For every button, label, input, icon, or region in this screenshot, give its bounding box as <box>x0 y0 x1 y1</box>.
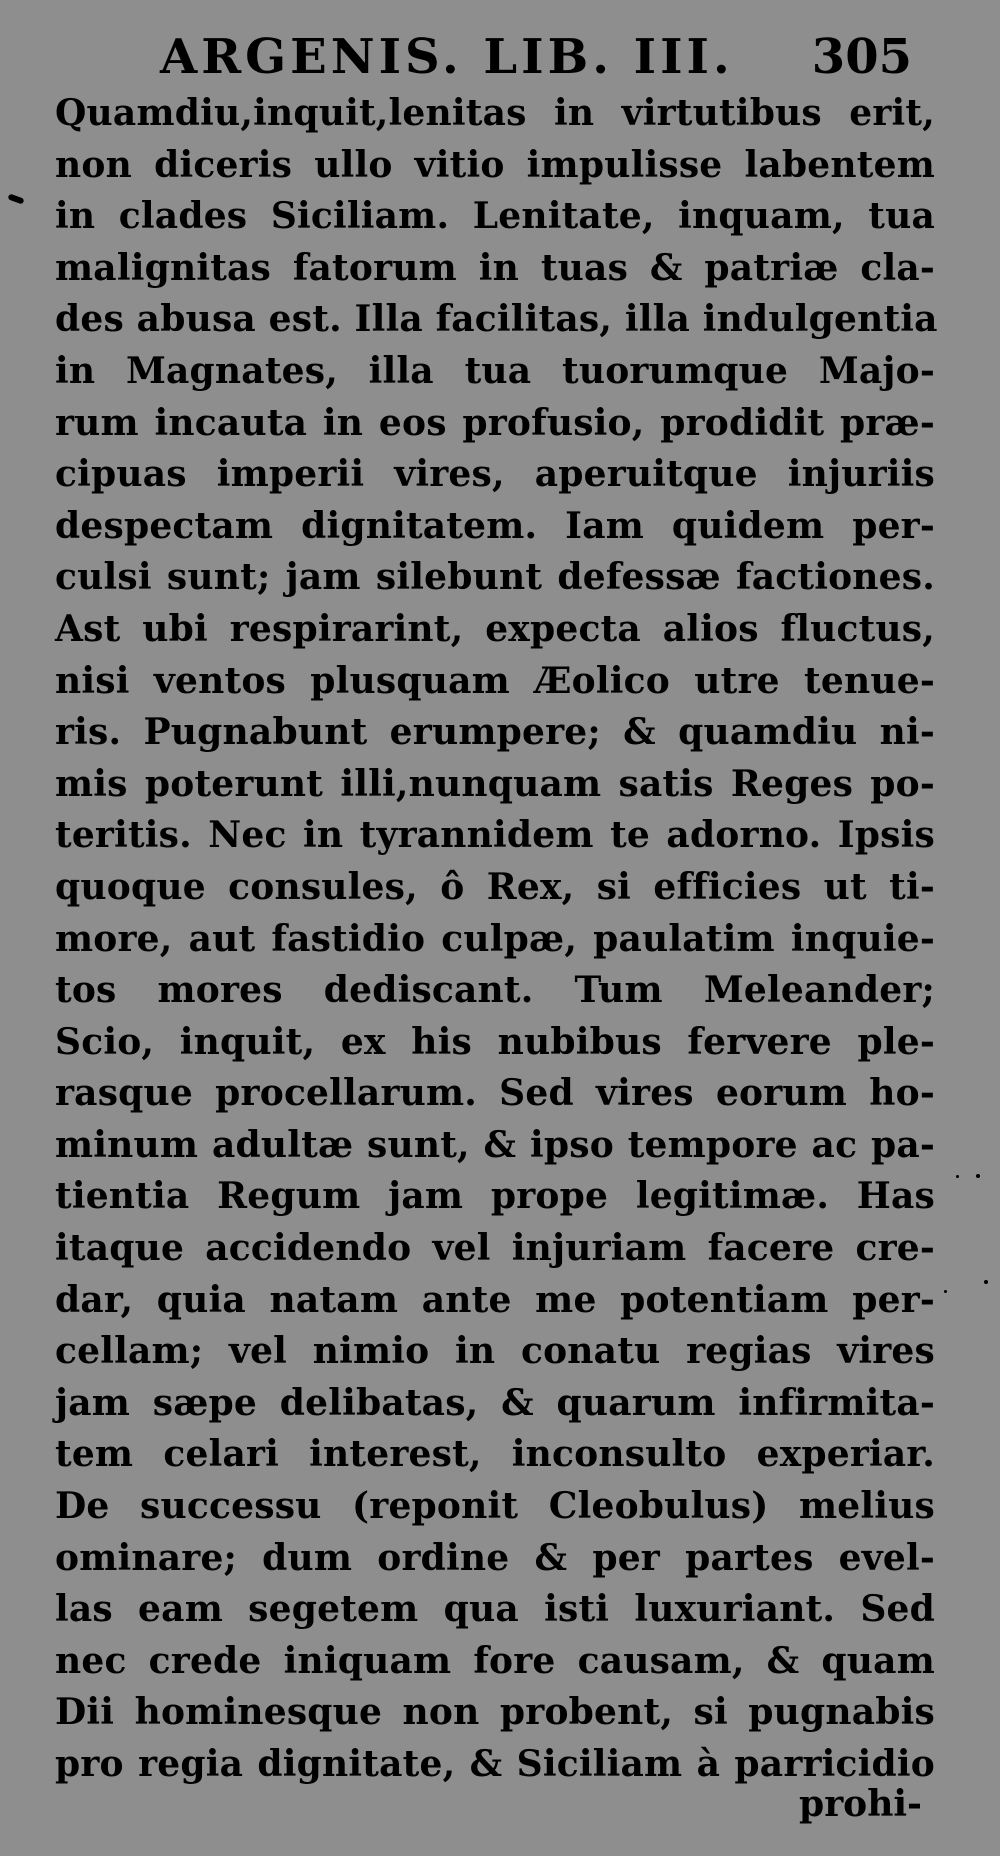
text-line: ominare; dum ordine & per partes evel- <box>55 1536 935 1579</box>
text-line: quoque consules, ô Rex, si efficies ut ti- <box>55 865 935 908</box>
text-line: De successu (reponit Cleobulus) melius <box>55 1485 935 1528</box>
text-line: mis poterunt illi,nunquam satis Reges po- <box>55 762 935 805</box>
ink-speck <box>984 1280 988 1284</box>
text-line: malignitas fatorum in tuas & patriæ cla- <box>55 246 935 289</box>
text-line: despectam dignitatem. Iam quidem per- <box>55 504 935 547</box>
text-line: teritis. Nec in tyrannidem te adorno. Ipsis <box>55 814 935 857</box>
text-line: ris. Pugnabunt erumpere; & quamdiu ni- <box>55 711 935 754</box>
text-line: minum adultæ sunt, & ipso tempore ac pa- <box>55 1123 935 1166</box>
text-line: tos mores dediscant. Tum Meleander; <box>55 969 935 1012</box>
ink-speck <box>976 1174 980 1178</box>
text-line: Scio, inquit, ex his nubibus fervere ple- <box>55 1020 935 1063</box>
margin-mark <box>7 193 24 204</box>
text-line: tem celari interest, inconsulto experiar. <box>55 1433 935 1476</box>
text-line: in clades Siciliam. Lenitate, inquam, tua <box>55 195 935 238</box>
text-line: nisi ventos plusquam Æolico utre tenue- <box>55 659 935 702</box>
text-line: non diceris ullo vitio impulisse labentem <box>55 143 935 186</box>
text-line: tientia Regum jam prope legitimæ. Has <box>55 1175 935 1218</box>
text-line: cellam; vel nimio in conatu regias vires <box>55 1330 935 1373</box>
text-line: more, aut fastidio culpæ, paulatim inquie- <box>55 917 935 960</box>
text-line: Quamdiu,inquit,lenitas in virtutibus erit, <box>55 92 935 134</box>
body-text <box>55 88 938 1791</box>
page-number: 305 <box>811 29 912 85</box>
text-line: las eam segetem qua isti luxuriant. Sed <box>55 1588 935 1631</box>
catchword: prohi- <box>799 1783 922 1825</box>
text-line: nec crede iniquam fore causam, & quam <box>55 1639 935 1682</box>
text-line: Ast ubi respirarint, expecta alios fluctus, <box>55 607 935 650</box>
text-line: rum incauta in eos profusio, prodidit præ- <box>55 401 935 444</box>
text-line: itaque accidendo vel injuriam facere cre- <box>55 1227 935 1270</box>
text-line: pro regia dignitate, & Siciliam à parricidio <box>55 1743 935 1785</box>
text-line: in Magnates, illa tua tuorumque Majo- <box>55 349 935 392</box>
text-line: Dii hominesque non probent, si pugnabis <box>55 1691 935 1734</box>
running-title: ARGENIS. LIB. III. <box>160 29 734 85</box>
ink-speck <box>944 1290 947 1293</box>
text-line: jam sæpe delibatas, & quarum infirmita- <box>55 1381 935 1424</box>
text-line: culsi sunt; jam silebunt defessæ factiones. <box>55 556 935 599</box>
text-line: rasque procellarum. Sed vires eorum ho- <box>55 1072 935 1115</box>
ink-speck <box>956 1175 959 1178</box>
text-line: dar, quia natam ante me potentiam per- <box>55 1278 935 1321</box>
text-line: cipuas imperii vires, aperuitque injuriis <box>55 453 935 496</box>
running-head <box>160 22 940 92</box>
text-line: des abusa est. Illa facilitas, illa indulgentia <box>55 298 938 341</box>
